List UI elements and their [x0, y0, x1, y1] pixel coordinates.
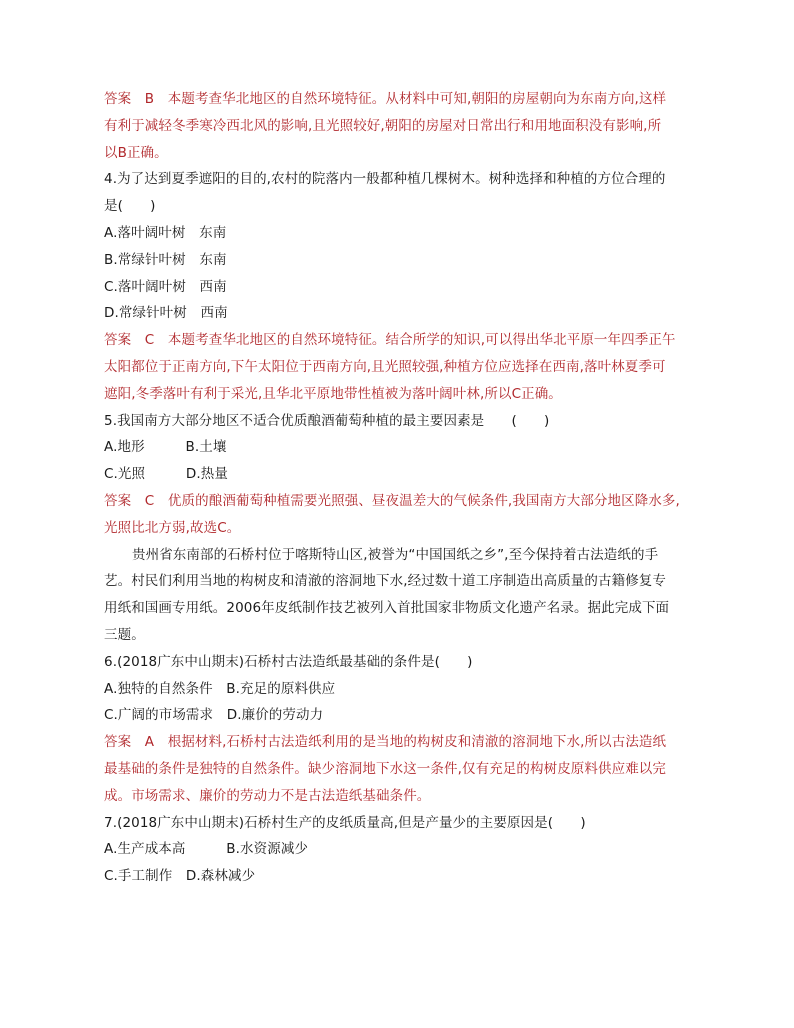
option-row: A.独特的自然条件 B.充足的原料供应	[104, 680, 336, 697]
q3-answer	[104, 86, 694, 166]
question-5	[104, 408, 694, 542]
answer-line: 答案 B 本题考查华北地区的自然环境特征。从材料中可知,朝阳的房屋朝向为东南方向,这样	[104, 91, 667, 107]
answer-line: 最基础的条件是独特的自然条件。缺少溶洞地下水这一条件,仅有充足的构树皮原料供应难以完	[104, 760, 666, 777]
passage-line: 三题。	[104, 626, 145, 643]
answer-line: 答案 C 优质的酿酒葡萄种植需要光照强、昼夜温差大的气候条件,我国南方大部分地区降水多,	[104, 492, 680, 509]
answer-line: 答案 C 本题考查华北地区的自然环境特征。结合所学的知识,可以得出华北平原一年四季正午	[104, 332, 676, 349]
reading-passage	[104, 542, 694, 649]
passage-line: 贵州省东南部的石桥村位于喀斯特山区,被誉为“中国国纸之乡”,至今保持着古法造纸的手	[132, 546, 659, 563]
document-page	[104, 86, 694, 890]
option-row: A.地形 B.土壤	[104, 439, 227, 456]
option-row: A.生产成本高 B.水资源减少	[104, 841, 309, 858]
question-stem: 7.(2018广东中山期末)石桥村生产的皮纸质量高,但是产量少的主要原因是( )	[104, 814, 586, 831]
answer-line: 有利于减轻冬季寒冷西北风的影响,且光照较好,朝阳的房屋对日常出行和用地面积没有影响,所	[104, 117, 662, 134]
question-7	[104, 810, 694, 890]
option-row: C.光照 D.热量	[104, 466, 229, 483]
question-stem: 6.(2018广东中山期末)石桥村古法造纸最基础的条件是( )	[104, 653, 473, 670]
question-stem: 5.我国南方大部分地区不适合优质酿酒葡萄种植的最主要因素是 ( )	[104, 412, 550, 429]
passage-line: 艺。村民们利用当地的构树皮和清澈的溶洞地下水,经过数十道工序制造出高质量的古籍修复专	[104, 573, 666, 590]
option-row: C.广阔的市场需求 D.廉价的劳动力	[104, 707, 324, 724]
answer-line: 成。市场需求、廉价的劳动力不是古法造纸基础条件。	[104, 787, 431, 804]
question-6	[104, 649, 694, 810]
answer-line: 答案 A 根据材料,石桥村古法造纸利用的是当地的构树皮和清澈的溶洞地下水,所以古法造纸	[104, 734, 667, 751]
passage-line: 用纸和国画专用纸。2006年皮纸制作技艺被列入首批国家非物质文化遗产名录。据此完成下面	[104, 600, 670, 617]
answer-line: 光照比北方弱,故选C。	[104, 519, 241, 536]
option-d: D.常绿针叶树 西南	[104, 305, 228, 322]
option-c: C.落叶阔叶树 西南	[104, 278, 227, 295]
option-b: B.常绿针叶树 东南	[104, 251, 227, 268]
question-stem: 4.为了达到夏季遮阳的目的,农村的院落内一般都种植几棵树木。树种选择和种植的方位合理的	[104, 171, 666, 188]
answer-line: 遮阳,冬季落叶有利于采光,且华北平原地带性植被为落叶阔叶林,所以C正确。	[104, 385, 562, 402]
answer-line: 太阳都位于正南方向,下午太阳位于西南方向,且光照较强,种植方位应选择在西南,落叶林夏季可	[104, 358, 666, 375]
answer-line: 以B正确。	[104, 144, 168, 161]
option-a: A.落叶阔叶树 东南	[104, 224, 227, 241]
question-stem: 是( )	[104, 198, 156, 215]
option-row: C.手工制作 D.森林减少	[104, 868, 256, 885]
question-4	[104, 166, 694, 407]
